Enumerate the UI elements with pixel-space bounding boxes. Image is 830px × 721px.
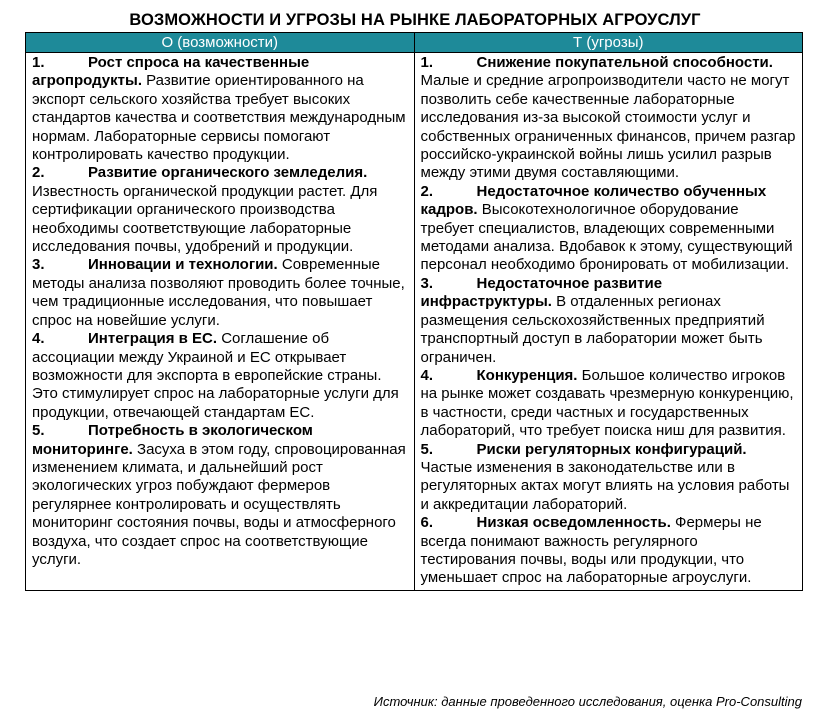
threat-text: Частые изменения в законодательстве или в регуляторных актах могут влиять на условия работы и аккредитации лабораторий.	[420, 458, 790, 513]
opportunities-threats-table	[25, 32, 803, 591]
threat-number: 4.	[420, 366, 434, 384]
opportunity-item	[32, 330, 408, 422]
threat-text: В отдаленных регионах размещения сельскохозяйственных предприятий транспортный доступ в лаборатории может быть ограничен.	[420, 293, 765, 366]
threat-heading: Недостаточное количество обученных кадров.	[420, 182, 767, 219]
threat-text: Большое количество игроков на рынке может создавать чрезмерную конкуренцию, в частности, среди частных и государственных лабораторий, что требует поиска ниш для развития.	[420, 366, 794, 440]
threat-number: 3.	[420, 274, 434, 292]
threat-heading: Конкуренция.	[476, 366, 578, 384]
threat-heading: Риски регуляторных конфигураций.	[476, 440, 747, 458]
opportunity-number: 5.	[32, 422, 45, 440]
opportunity-text: Известность органической продукции растет. Для сертификации органического производства необходимы соответствующие лабораторные исследования почвы, удобрений и продукции.	[32, 182, 378, 256]
opportunity-text: Засуха в этом году, спровоцированная изменением климата, и дальнейший рост экологических угроз побуждают фермеров регулярнее контролировать и осуществлять мониторинг состояния почвы, воды и атмосферного воздуха, что создает спрос на соответствующие услуги.	[32, 440, 406, 568]
opportunity-heading: Интеграция в ЕС.	[88, 330, 218, 348]
threat-heading: Низкая осведомленность.	[476, 514, 671, 532]
opportunity-heading: Инновации и технологии.	[88, 256, 278, 274]
opportunity-item	[32, 54, 408, 164]
threat-text: Малые и средние агропроизводители часто не могут позволить себе качественные лабораторные исследования из-за высокой стоимости услуг и собственных ограниченных финансов, причем разгар российско-украинской войны лишь усилил разрыв между этими двумя составляющими.	[420, 72, 796, 182]
threat-heading: Снижение покупательной способности.	[476, 54, 773, 71]
source-note: Источник: данные проведенного исследования, оценка Pro-Consulting	[373, 694, 802, 709]
opportunity-number: 1.	[32, 54, 45, 71]
threat-item	[421, 441, 797, 515]
threat-number: 2.	[420, 182, 434, 200]
opportunity-heading: Развитие органического земледелия.	[88, 164, 368, 182]
threats-cell	[414, 53, 803, 591]
page-title: ВОЗМОЖНОСТИ И УГРОЗЫ НА РЫНКЕ ЛАБОРАТОРНЫХ АГРОУСЛУГ	[129, 11, 701, 29]
threat-heading: Недостаточное развитие инфраструктуры.	[420, 274, 663, 311]
opportunity-heading: Потребность в экологическом мониторинге.	[32, 422, 313, 458]
threat-item	[421, 514, 797, 588]
opportunity-item	[32, 422, 408, 569]
table-body-row	[26, 53, 803, 591]
threat-number: 6.	[420, 514, 434, 532]
opportunity-text: Соглашение об ассоциации между Украиной и ЕС открывает возможности для экспорта в европейские страны. Это стимулирует спрос на лабораторные услуги для продукции, отвечающей стандартам ЕС.	[32, 330, 399, 421]
threat-number: 1.	[420, 54, 434, 71]
opportunity-number: 4.	[32, 330, 45, 348]
threat-item	[421, 54, 797, 183]
opportunity-text: Современные методы анализа позволяют проводить более точные, чем традиционные исследования, что повышает спрос на новейшие услуги.	[32, 256, 405, 329]
threat-text: Высокотехнологичное оборудование требует специалистов, владеющих современными методами анализа. Вдобавок к этому, существующий персонал необходимо бронировать от мобилизации.	[420, 201, 793, 274]
threat-item	[421, 367, 797, 441]
threat-item	[421, 183, 797, 275]
opportunities-column-header: О (возможности)	[26, 33, 415, 53]
threats-column-header: Т (угрозы)	[414, 33, 803, 53]
opportunity-heading: Рост спроса на качественные агропродукты.	[32, 54, 310, 90]
table-header-row	[26, 33, 803, 53]
opportunity-number: 2.	[32, 164, 45, 182]
threat-text: Фермеры не всегда понимают важность регулярного тестирования почвы, воды или продукции, что уменьшает спрос на лабораторные агроуслуги.	[420, 514, 762, 587]
threat-item	[421, 275, 797, 367]
threat-number: 5.	[420, 440, 434, 458]
opportunity-text: Развитие ориентированного на экспорт сельского хозяйства требует высоких стандартов качества и соответствия международным нормам. Лабораторные сервисы помогают контролировать качество продукции.	[32, 72, 406, 164]
opportunity-item	[32, 256, 408, 330]
opportunity-item	[32, 164, 408, 256]
opportunities-cell	[26, 53, 415, 591]
opportunity-number: 3.	[32, 256, 45, 274]
